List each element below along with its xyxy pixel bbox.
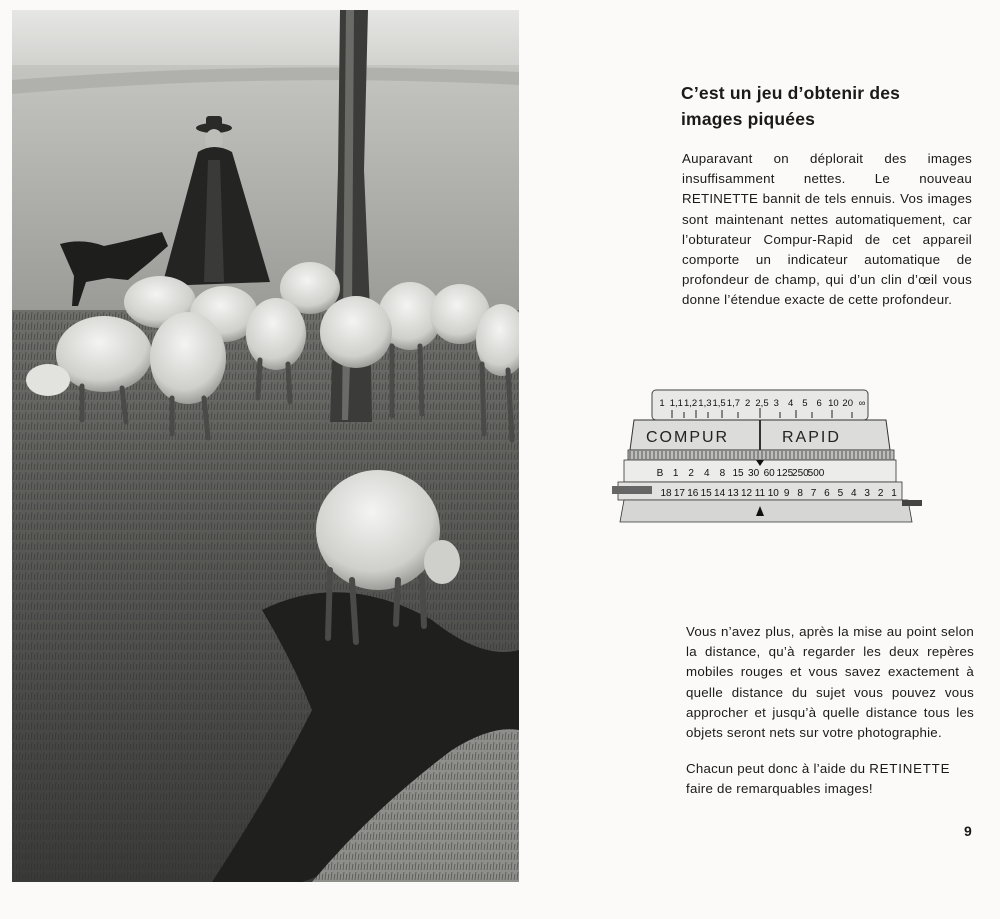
aperture-scale-label-10: 8 bbox=[797, 488, 803, 499]
aperture-scale-label-6: 12 bbox=[740, 488, 753, 499]
speed-scale-label-0: B bbox=[656, 468, 664, 479]
shutter-drawing bbox=[612, 384, 922, 529]
speed-scale-label-8: 125 bbox=[776, 468, 794, 479]
distance-scale-label-10: 5 bbox=[802, 398, 808, 409]
aperture-scale-label-3: 15 bbox=[700, 488, 712, 499]
speed-scale-label-1: 1 bbox=[672, 468, 679, 479]
distance-scale-label-6: 2 bbox=[745, 398, 751, 409]
shepherd-sheep-photo bbox=[12, 10, 519, 882]
speed-scale-label-9: 250 bbox=[792, 468, 809, 479]
speed-scale-label-4: 8 bbox=[719, 468, 726, 479]
distance-scale-label-3: 1,3 bbox=[698, 398, 712, 409]
speed-scale-label-3: 4 bbox=[704, 468, 710, 479]
aperture-scale-label-12: 6 bbox=[824, 488, 830, 499]
aperture-scale-label-2: 16 bbox=[687, 488, 699, 499]
distance-scale-label-5: 1,7 bbox=[726, 398, 741, 409]
heading-line-1: C’est un jeu d’obtenir des bbox=[681, 83, 901, 103]
speed-scale-label-2: 2 bbox=[688, 468, 694, 479]
aperture-scale-label-14: 4 bbox=[851, 488, 857, 499]
page-number: 9 bbox=[964, 823, 972, 839]
distance-scale-label-7: 2,5 bbox=[755, 398, 769, 409]
second-paragraph: Vous n’avez plus, après la mise au point selon la distance, qu’à regarder les deux repères mobiles rouges et vous savez exactement à quelle distance du sujet vous pouvez vous approcher et jusqu’à quelle distance tous les objets seront nets sur votre photographie. bbox=[686, 624, 974, 741]
distance-scale-label-14: ∞ bbox=[858, 398, 866, 409]
speed-scale-label-6: 30 bbox=[748, 468, 760, 479]
aperture-scale-label-16: 2 bbox=[877, 488, 884, 499]
aperture-scale-label-4: 14 bbox=[714, 488, 726, 499]
distance-scale-label-2: 1,2 bbox=[683, 398, 698, 409]
closing-paragraph bbox=[686, 759, 974, 799]
aperture-scale-label-9: 9 bbox=[783, 488, 790, 499]
distance-scale-label-11: 6 bbox=[816, 398, 822, 409]
aperture-scale-label-7: 11 bbox=[754, 488, 766, 499]
compur-rapid-shutter-illustration bbox=[612, 384, 922, 529]
aperture-scale-label-1: 17 bbox=[673, 488, 685, 499]
distance-scale-label-8: 3 bbox=[773, 398, 779, 409]
aperture-scale-label-15: 3 bbox=[864, 488, 870, 499]
aperture-scale-label-5: 13 bbox=[727, 488, 739, 499]
distance-scale-label-13: 20 bbox=[842, 398, 853, 409]
brand-name: RETINETTE bbox=[869, 761, 951, 776]
photo-illustration bbox=[12, 10, 519, 882]
distance-scale-label-12: 10 bbox=[828, 398, 839, 409]
shutter-logo-right: RAPID bbox=[782, 429, 841, 446]
intro-paragraph: Auparavant on déplorait des images insuffisamment nettes. Le nouveau RETINETTE bannit de tels ennuis. Vos images sont maintenant nettes automatiquement, car l’obturateur Compur-Rapid de cet appareil comporte un indicateur automatique de profondeur de champ, qui d’un clin d’œil vous donne l’étendue exacte de cette profondeur. bbox=[682, 151, 972, 308]
aperture-scale-label-11: 7 bbox=[810, 488, 817, 499]
heading-line-2: images piquées bbox=[681, 109, 816, 129]
distance-scale-label-4: 1,5 bbox=[712, 398, 726, 409]
shutter-logo-left: COMPUR bbox=[646, 429, 730, 446]
speed-scale-label-10: 500 bbox=[807, 468, 825, 479]
closing-text-start: Chacun peut donc à l’aide du bbox=[686, 761, 870, 776]
distance-scale-label-1: 1,1 bbox=[669, 398, 683, 409]
aperture-scale-label-8: 10 bbox=[767, 488, 779, 499]
page-heading bbox=[681, 80, 971, 132]
aperture-scale-label-13: 5 bbox=[837, 488, 844, 499]
aperture-scale-label-0: 18 bbox=[660, 488, 672, 499]
speed-scale-label-7: 60 bbox=[763, 468, 775, 479]
speed-scale-label-5: 15 bbox=[732, 468, 744, 479]
distance-scale-label-0: 1 bbox=[659, 398, 665, 409]
distance-scale-label-9: 4 bbox=[787, 398, 794, 409]
closing-text-end: faire de remarquables images! bbox=[686, 781, 873, 797]
aperture-scale-label-17: 1 bbox=[891, 488, 897, 499]
